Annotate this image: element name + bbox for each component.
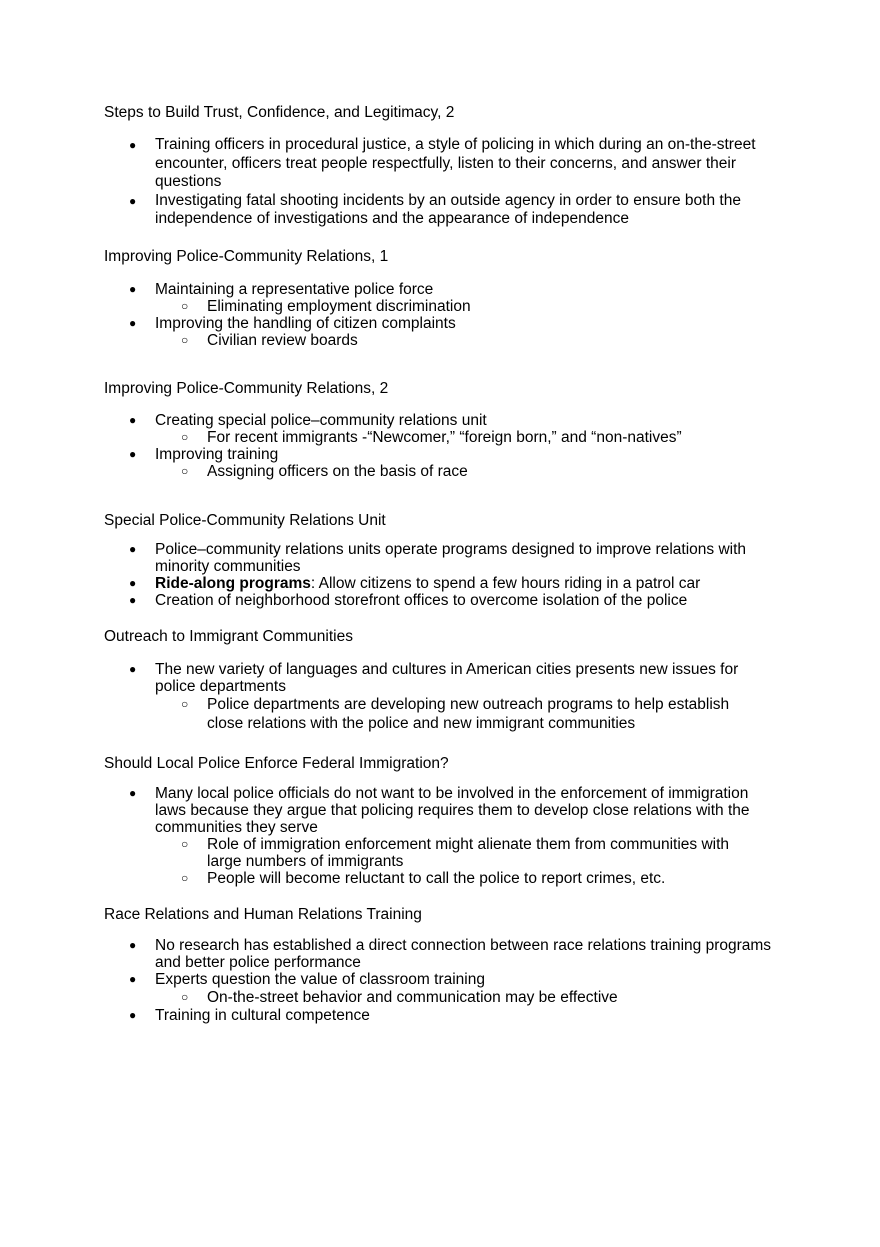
bullet-list [0,136,880,229]
bullet-list [0,541,880,609]
bullet-item: ● Ride-along programs: Allow citizens to spend a few hours riding in a patrol car [0,575,780,592]
sub-bullet-item: ○ People will become reluctant to call the police to report crimes, etc. [155,870,767,887]
sub-bullet-item: ○ For recent immigrants -“Newcomer,” “foreign born,” and “non-natives” [155,429,767,446]
bullet-item: ● Improving training ○ Assigning officers on the basis of race [0,446,780,480]
sub-bullet-list [155,988,780,1007]
bullet-list [0,937,880,1024]
sub-bullet-list [155,836,780,887]
section-heading: Special Police-Community Relations Unit [104,512,386,529]
bullet-item: ● Creating special police–community relations unit ○ For recent immigrants -“Newcomer,” “foreign born,” and “non-natives” [0,412,780,446]
bullet-item: ● The new variety of languages and cultures in American cities presents new issues for police departments ○ Police departments are developing new outreach programs to help establish close relations with the police and new immigrant communities [0,661,780,733]
section-heading: Outreach to Immigrant Communities [104,628,353,645]
section-heading: Race Relations and Human Relations Training [104,906,422,923]
sub-bullet-list [155,463,780,480]
bullet-item: ● Creation of neighborhood storefront offices to overcome isolation of the police [0,592,780,609]
sub-bullet-list [155,298,780,315]
section-heading: Improving Police-Community Relations, 1 [104,248,389,265]
sub-bullet-item: ○ Civilian review boards [155,332,767,349]
sub-bullet-item: ○ On-the-street behavior and communication may be effective [155,988,767,1007]
sub-bullet-list [155,332,780,349]
sub-bullet-item: ○ Police departments are developing new outreach programs to help establish close relations with the police and new immigrant communities [155,695,767,733]
section-heading: Steps to Build Trust, Confidence, and Legitimacy, 2 [104,104,455,121]
section-heading: Should Local Police Enforce Federal Immigration? [104,755,449,772]
bullet-item: ● Investigating fatal shooting incidents by an outside agency in order to ensure both the independence of investigations and the appearance of independence [0,192,780,229]
sub-bullet-item: ○ Assigning officers on the basis of race [155,463,767,480]
sub-bullet-list [155,695,780,733]
bullet-list [0,412,880,480]
bullet-list [0,281,880,349]
bullet-item: ● Improving the handling of citizen complaints ○ Civilian review boards [0,315,780,349]
sub-bullet-item: ○ Eliminating employment discrimination [155,298,767,315]
bullet-list [0,661,880,733]
section-heading: Improving Police-Community Relations, 2 [104,380,389,397]
bullet-item: ● Police–community relations units operate programs designed to improve relations with minority communities [0,541,780,575]
bullet-item: ● Training in cultural competence [0,1007,780,1024]
sub-bullet-item: ○ Role of immigration enforcement might alienate them from communities with large numbers of immigrants [155,836,767,870]
bullet-item: ● Training officers in procedural justice, a style of policing in which during an on-the-street encounter, officers treat people respectfully, listen to their concerns, and answer their questions [0,136,780,192]
bullet-item: ● Many local police officials do not want to be involved in the enforcement of immigration laws because they argue that policing requires them to develop close relations with the communities they serve ○ Role of immigration enforcement might alienate them from communities with large numbers of immigrants ○ People will become reluctant to call the police to report crimes, etc. [0,785,780,887]
sub-bullet-list [155,429,780,446]
bullet-item: ● No research has established a direct connection between race relations training programs and better police performance [0,937,780,971]
bullet-item: ● Experts question the value of classroom training ○ On-the-street behavior and communication may be effective [0,971,780,1007]
bullet-list [0,785,880,887]
bullet-item: ● Maintaining a representative police force ○ Eliminating employment discrimination [0,281,780,315]
